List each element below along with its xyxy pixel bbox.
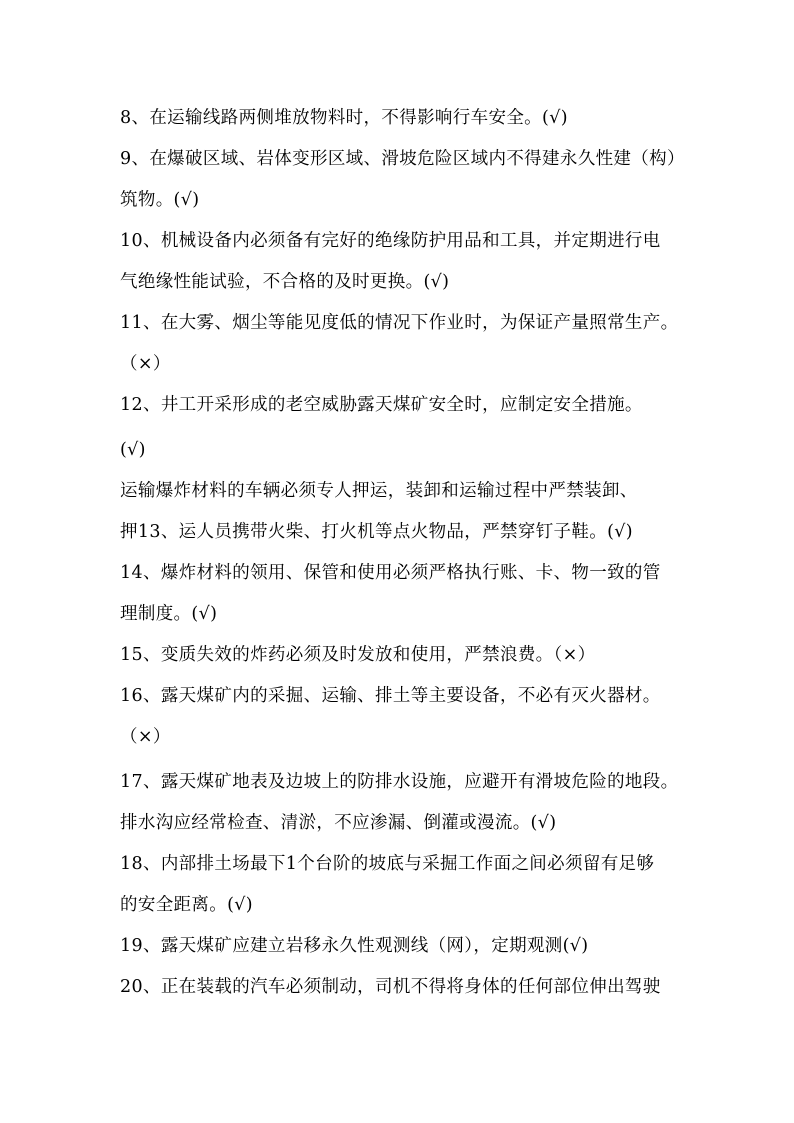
text-line-item-18: 18、内部排土场最下1个台阶的坡底与采掘工作面之间必须留有足够 <box>120 854 655 874</box>
text-line-item-12-cont: (√) <box>120 440 146 460</box>
text-line-item-17-cont: 排水沟应经常检查、清淤，不应渗漏、倒灌或漫流。(√) <box>120 813 557 833</box>
text-line-item-10-cont: 气绝缘性能试验，不合格的及时更换。(√) <box>120 272 450 292</box>
text-line-item-10: 10、机械设备内必须备有完好的绝缘防护用品和工具，并定期进行电 <box>120 231 661 251</box>
text-line-item-14: 14、爆炸材料的领用、保管和使用必须严格执行账、卡、物一致的管 <box>120 563 661 583</box>
text-line-item-19: 19、露天煤矿应建立岩移永久性观测线（网），定期观测(√) <box>120 936 589 956</box>
text-line-item-11-cont: （×） <box>120 354 171 374</box>
text-line-item-9-cont: 筑物。(√) <box>120 190 200 210</box>
text-line-item-15: 15、变质失效的炸药必须及时发放和使用，严禁浪费。（×） <box>120 645 596 665</box>
text-line-item-20: 20、正在装载的汽车必须制动，司机不得将身体的任何部位伸出驾驶 <box>120 977 661 997</box>
text-line-item-12: 12、井工开采形成的老空威胁露天煤矿安全时，应制定安全措施。 <box>120 395 643 415</box>
text-line-item-11: 11、在大雾、烟尘等能见度低的情况下作业时，为保证产量照常生产。 <box>120 313 679 333</box>
text-line-item-16-cont: （×） <box>120 727 171 747</box>
text-line-item-16: 16、露天煤矿内的采掘、运输、排土等主要设备，不必有灭火器材。 <box>120 686 661 706</box>
text-line-item-13-cont: 押13、运人员携带火柴、打火机等点火物品，严禁穿钉子鞋。(√) <box>120 522 633 542</box>
text-line-item-14-cont: 理制度。(√) <box>120 604 218 624</box>
text-line-item-9: 9、在爆破区域、岩体变形区域、滑坡危险区域内不得建永久性建（构） <box>120 149 685 169</box>
text-line-item-8: 8、在运输线路两侧堆放物料时，不得影响行车安全。(√) <box>120 108 568 128</box>
text-line-item-18-cont: 的安全距离。(√) <box>120 895 253 915</box>
text-line-item-17: 17、露天煤矿地表及边坡上的防排水设施，应避开有滑坡危险的地段。 <box>120 772 679 792</box>
text-line-item-13: 运输爆炸材料的车辆必须专人押运，装卸和运输过程中严禁装卸、 <box>120 481 638 501</box>
